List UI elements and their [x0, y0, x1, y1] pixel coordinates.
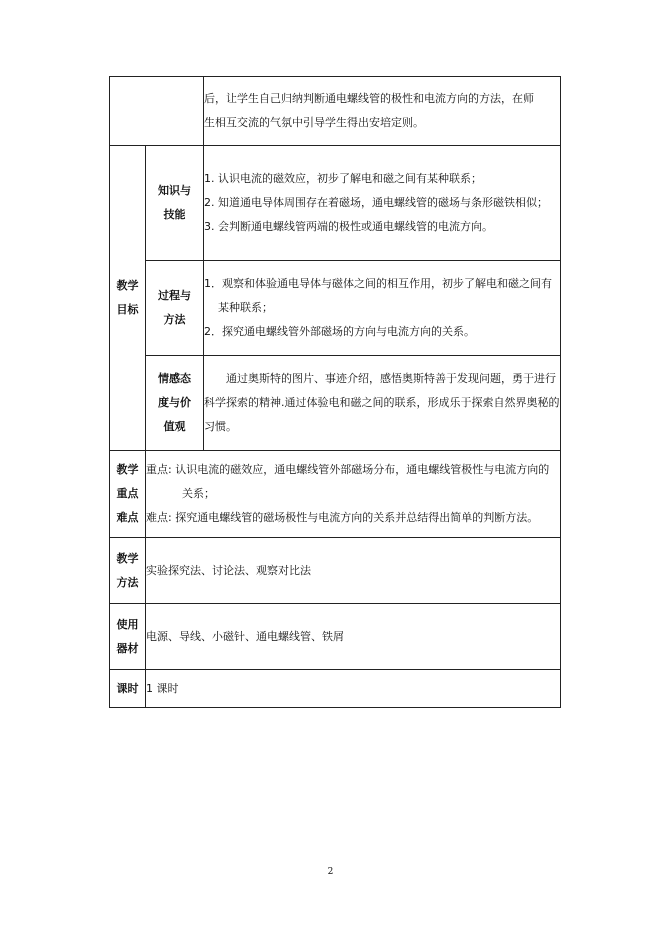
knowledge-item-1: 1. 认识电流的磁效应，初步了解电和磁之间有某种联系； [204, 172, 482, 185]
continuation-line-2: 生相互交流的气氛中引导学生得出安培定则。 [204, 116, 424, 129]
objective-knowledge-row [110, 146, 561, 261]
equipment-content: 电源、导线、小磁针、通电螺线管、铁屑 [146, 604, 561, 670]
methods-content: 实验探究法、讨论法、观察对比法 [146, 538, 561, 604]
hours-content: 1 课时 [146, 670, 561, 708]
key-difficulty: 难点: 探究通电螺线管的磁场极性与电流方向的关系并总结得出简单的判断方法。 [146, 511, 539, 524]
attitude-label: 情感态 度与价 值观 [146, 356, 204, 451]
hours-label: 课时 [110, 670, 146, 708]
process-label: 过程与 方法 [146, 261, 204, 356]
hours-row [110, 670, 561, 708]
key-focus: 重点: 认识电流的磁效应，通电螺线管外部磁场分布，通电螺线管极性与电流方向的关系； [146, 463, 550, 500]
continuation-label-cell [110, 77, 204, 146]
key-points-row [110, 451, 561, 538]
continuation-line-1: 后，让学生自己归纳判断通电螺线管的极性和电流方向的方法，在师 [204, 92, 534, 105]
methods-row [110, 538, 561, 604]
page-number: 2 [327, 867, 334, 877]
key-points-content [146, 451, 561, 538]
key-points-label: 教学 重点 难点 [110, 451, 146, 538]
continuation-text [204, 77, 561, 146]
process-item-1: 1．观察和体验通电导体与磁体之间的相互作用，初步了解电和磁之间有某种联系； [204, 277, 552, 314]
equipment-label: 使用 器材 [110, 604, 146, 670]
knowledge-content [204, 146, 561, 261]
objectives-label: 教学 目标 [110, 146, 146, 451]
objective-attitude-row [110, 356, 561, 451]
knowledge-item-2: 2. 知道通电导体周围存在着磁场，通电螺线管的磁场与条形磁铁相似； [204, 196, 548, 209]
objective-process-row [110, 261, 561, 356]
knowledge-item-3: 3. 会判断通电螺线管两端的极性或通电螺线管的电流方向。 [204, 220, 493, 233]
process-content [204, 261, 561, 356]
attitude-text: 通过奥斯特的图片、事迹介绍，感悟奥斯特善于发现问题，勇于进行科学探索的精神.通过体验电和磁之间的联系，形成乐于探索自然界奥秘的习惯。 [204, 372, 560, 433]
attitude-content [204, 356, 561, 451]
methods-label: 教学 方法 [110, 538, 146, 604]
process-item-2: 2．探究通电螺线管外部磁场的方向与电流方向的关系。 [204, 325, 475, 338]
continuation-row [110, 77, 561, 146]
lesson-plan-table [109, 76, 561, 708]
equipment-row [110, 604, 561, 670]
knowledge-label: 知识与 技能 [146, 146, 204, 261]
